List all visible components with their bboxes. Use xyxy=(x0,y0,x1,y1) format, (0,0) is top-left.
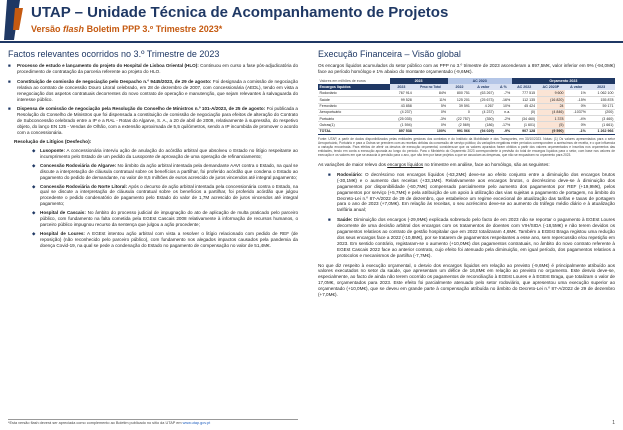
right-column xyxy=(318,63,615,298)
variations-list xyxy=(328,172,615,259)
fact-item-lead: Constituição de comissão de negociação pelo Despacho n.º 9445/2023, de 29 de agosto: xyxy=(17,78,212,84)
table-cell: 9 600 xyxy=(537,90,565,96)
litigio-item-text xyxy=(40,148,298,160)
table-cell: 1% xyxy=(565,90,587,96)
bullet-icon: ◆ xyxy=(32,230,36,236)
fact-item-text xyxy=(17,106,298,136)
table-cell: -2% xyxy=(495,116,512,122)
table-cell: -7% xyxy=(495,90,512,96)
fact-item-lead: Processo de estudo e lançamento do projeto do Hospital de Lisboa Oriental (HLO): xyxy=(17,63,199,68)
table-unit-label: Valores em milhões de euros xyxy=(319,78,366,83)
litigio-item-lead: Hospital de Loures: xyxy=(40,230,85,236)
fact-item xyxy=(8,106,298,136)
table-cell: (25 673) xyxy=(471,97,495,103)
table-cell: (0) xyxy=(512,109,537,115)
fact-item-body: Foi publicada a Resolução do Conselho de Ministros que foi dispensada a constituição de comissão de negociação para efeitos de alteração do Contrato de Subconcessão celebrado entre a IP e a RAL - Rotas do Algarve, S. A., a 20 de abril de 2009, relativamente à supressão, do respetivo objeto, do lanço EN 125 - Vendas de Olhão, com a extensão aproximada de 5,5 quilómetros, sendo a IP incumbida de promover o acordo com a concessionária. xyxy=(17,106,298,136)
left-column xyxy=(8,63,298,252)
table-col-delta-pct: Δ % xyxy=(495,84,512,90)
table-cell: 99 528 xyxy=(390,97,414,103)
table-cell: Rodoviário xyxy=(318,90,390,96)
table-row xyxy=(318,128,615,134)
table-cell: -16% xyxy=(495,97,512,103)
table-cell: (350) xyxy=(471,116,495,122)
table-cell: -1% xyxy=(565,128,587,134)
table-cell: 777 515 xyxy=(512,90,537,96)
variation-item-text xyxy=(337,217,615,258)
table-cell: (1 594) xyxy=(390,122,414,128)
table-cell: (200) xyxy=(587,109,615,115)
table-cell: -3% xyxy=(413,116,447,122)
table-cell: 112 135 xyxy=(512,97,537,103)
litigio-item xyxy=(32,184,298,208)
budget-closing: No que diz respeito à execução orçamental, o desvio dos encargos líquidos em relação ao previsto (-9,6M€) é principalmente atribuído aos valores executados no setor da saúde, que apresentam um défice de 16,8M€ em relação ao previsto no orçamento. Este desvio deve-se, especialmente, ao facto de ainda não terem ocorrido os pagamentos de reconciliação à EGEst Loures e à EGEst Braga, que totalizam o valor de 17,0M€, orçamentados para 2023. Este efeito foi parcialmente atenuado pelo setor rodoviário, que apresentou uma execução superior ao orçamentado (+10,0M€), que se deveu em grande parte à compensação atribuída no âmbito do Decreto-Lei n.º 87-A/2022 de 29 de dezembro (+7,0M€). xyxy=(318,262,615,298)
table-cell: 10% xyxy=(495,103,512,109)
table-cell: Portuário xyxy=(318,116,390,122)
table-cell: -4% xyxy=(565,116,587,122)
table-col-2022: 2022 xyxy=(448,84,472,90)
table-cell: (4 237) xyxy=(390,109,414,115)
table-cell: 991 566 xyxy=(448,128,472,134)
table-cell: 59 171 xyxy=(587,103,615,109)
table-col-delta-valor: Δ valor xyxy=(471,84,495,90)
table-cell: -9% xyxy=(495,128,512,134)
litigio-item-body: No âmbito da ação arbitral intentada pela demandante AAVI contra o Estado, na qual se discute a interpretação de cláusula contratual sobre os benefícios a partilhar, foi proferido acórdão que condena o Estado ao pagamento do pedido de demandante, no valor de 8,5 milhões de euros acrescido de juros vincendos até integral pagamento; xyxy=(40,162,299,180)
litigio-item xyxy=(32,148,298,160)
table-cell: -15% xyxy=(565,97,587,103)
table-cell: 0% xyxy=(565,122,587,128)
table-cell: 84% xyxy=(413,90,447,96)
variation-item-body: O decréscimo nos encargos líquidos (-63,2M€) deve-se ao efeito conjunto entre a diminuição dos encargos brutos (-30,1M€) e o aumento das receitas (+33,1M€). Relativamente aos encargos brutos, o decréscimo deve-se à diminuição dos pagamentos por disponibilidade (-60,7M€) compensado parcialmente pelo aumento dos pagamentos por REF (+19,9M€), pelos pagamentos por serviço (+5,7M€) e pela atribuição de um apoio à utilização das vias sujeitas a pagamento de portagem, no âmbito do Decreto-Lei n.º 87-A/2022 de 29 de dezembro, que estabelece um regime excecional de atualização das tarifas e taxas de portagem para o ano de 2023 (+7,0M€). Em relação às receitas, o seu acréscimo deve-se ao aumento do tráfego médio diário e à atualização tarifária anual; xyxy=(337,171,615,213)
footer-note: *Esta versão flash deverá ser apreciada como complemento ao Boletim publicado no sítio da UTAP em www.utap.gov.pt xyxy=(8,421,211,425)
variation-item-text xyxy=(337,172,615,213)
table-cell: 0 xyxy=(448,109,472,115)
litigio-item-text xyxy=(40,184,298,208)
table-cell: 43 858 xyxy=(390,103,414,109)
table-cell: 1 062 100 xyxy=(587,90,615,96)
table-cell: Outras(1) xyxy=(318,122,390,128)
page-title: UTAP – Unidade Técnica de Acompanhamento de Projetos xyxy=(31,4,449,21)
table-cell: 11% xyxy=(413,97,447,103)
variation-item-lead: Saúde: xyxy=(337,217,353,223)
litigio-item-body: No âmbito do processo judicial de impugnação do ato de aplicação de multa praticado pelo parceiro público, com fundamento na falta cometida pela EGEst Cascais 2008 relativamente à informação de recursos humanos, o parceiro público impugnou recurso da sentença que julgou a ação procedente; xyxy=(40,210,298,227)
table-cell: (186) xyxy=(471,122,495,128)
bullet-icon: ■ xyxy=(8,78,11,84)
table-cell: -1037% xyxy=(565,109,587,115)
table-col-ac2022: AC 2022 xyxy=(512,84,537,90)
table-cell: 800 751 xyxy=(448,90,472,96)
litigio-item-lead: Concessão Rodoviária do Norte Litoral: xyxy=(40,183,128,189)
table-cell: (34 460) xyxy=(512,116,537,122)
footer-divider xyxy=(8,419,298,420)
left-section-title: Factos relevantes ocorridos no 3.º Trimestre de 2023 xyxy=(8,49,220,59)
table-cell: 897 538 xyxy=(390,128,414,134)
table-cell: 0% xyxy=(565,103,587,109)
table-cell: 0% xyxy=(413,109,447,115)
table-cell: (16 820) xyxy=(537,97,565,103)
table-cell: (25 035) xyxy=(390,116,414,122)
table-cell: -17% xyxy=(495,122,512,128)
financial-table xyxy=(318,78,615,135)
table-cell: (4 237) xyxy=(471,109,495,115)
fact-item-body: Continuou em curso a fase pós-adjudicatória do procedimento de contratação da parceria referente ao projeto do HLO. xyxy=(17,63,298,74)
litigio-item-text xyxy=(40,163,298,181)
litigio-item-body: A EGEst intentou ação arbitral com vista a resolver o litígio relacionado com pedido de REF (de reposição) (não reconhecido pelo parceiro público), com fundamento nos alegados impactos causados pela pandemia da doença Covid-19, na qual se pede a condenação do Estado no pagamento de compensação no valor de 51,4M€. xyxy=(40,230,298,248)
table-cell: 5% xyxy=(413,103,447,109)
table-cell: (4 846) xyxy=(537,109,565,115)
table-cell: 155 878 xyxy=(587,97,615,103)
table-cell: (1 601) xyxy=(512,122,537,128)
fact-item-text xyxy=(17,79,298,103)
litigio-item-lead: Hospital de Cascais: xyxy=(40,210,86,216)
table-cell: (22 757) xyxy=(448,116,472,122)
fact-item-lead: Dispensa de comissão de negociação pela Resolução do Conselho de Ministros n.º 101-A/2023, de 25 de agosto: xyxy=(17,106,266,112)
table-cell: 4 267 xyxy=(471,103,495,109)
bullet-icon: ◆ xyxy=(32,162,36,168)
bullet-icon: ■ xyxy=(328,171,331,177)
fact-item-body: Foi designada a comissão de negociação relativa ao contrato de concessão Douro Litoral celebrado, em 28 de dezembro de 2007, com concessionária (AEDL), tendo em vista a renegociação dos aspetos contratuais decorrentes do novo contrato de operação e manutenção, que sejam relevantes à salvaguarda do interesse público. xyxy=(17,78,298,102)
table-col-orc-delta-valor: Δ valor xyxy=(565,84,587,90)
table-cell: (3 460) xyxy=(587,116,615,122)
bullet-icon: ■ xyxy=(8,63,11,68)
table-cell: 39 591 xyxy=(448,103,472,109)
table-cell: 1 262 966 xyxy=(587,128,615,134)
page-subtitle: Versão flash Boletim PPP 3.º Trimestre 2023* xyxy=(31,24,223,34)
table-cell: Ferroviário xyxy=(318,103,390,109)
litigios-heading: Resolução de Litígios (Desfecho): xyxy=(14,139,92,145)
bullet-icon: ■ xyxy=(8,106,11,112)
facts-list xyxy=(8,63,298,136)
bullet-icon: ■ xyxy=(328,217,331,223)
utap-logo-icon xyxy=(4,0,23,40)
table-cell: (5) xyxy=(537,122,565,128)
variation-item-lead: Rodoviário: xyxy=(337,171,363,177)
litigio-item xyxy=(32,163,298,181)
variations-intro: As variações de maior relevo dos encargos líquidos no trimestre em análise, face ao homólogo, são as seguintes: xyxy=(318,161,550,167)
page-number: 1 xyxy=(612,420,615,426)
litigio-item-body: A concessionária interviu ação de anulação do acórdão arbitral que absolveu o Estado no litígio respeitante ao incumprimento pelo Estado de um pedido da Lusoponte de aprovação de uma operação de refinanciamento; xyxy=(40,147,298,159)
table-cell: 100% xyxy=(413,128,447,134)
table-cell: TOTAL xyxy=(318,128,390,134)
table-cell: (9 590) xyxy=(537,128,565,134)
table-cell: 45 424 xyxy=(512,103,537,109)
table-cell: 0% xyxy=(413,122,447,128)
variation-item-body: Diminuição dos encargos (-29,9M€) explicada sobretudo pelo facto de em 2023 não se reportar o pagamento à EGEst Loures decorrente de uma decisão arbitral dos encargos com os tratamentos de doentes com VIH/SIDA (-18,5M€) e não terem devidos os pagamentos relativos ao contrato de gestão hospitalar que em 2022 totalizaram 4,6M€. Também a EGEst Braga registou uma redução dos seus encargos face a 2022 (-10,8M€), por se tratarem de pagamentos respeitantes a esse ano, sem repercussão e/ou repetição em 2023. Em sentido contrário, registaram-se o aumento (+10,0M€) dos pagamentos contratuais, no âmbito do novo contrato referente à EGEst Cascais 2022 face ao anterior contrato, cujo efeito foi atenuado pela diminuição, em igual período, dos pagamentos relativos a protocolos e mecanismos de partilha (-7,7M€). xyxy=(337,217,615,258)
table-cell: 907 128 xyxy=(512,128,537,134)
variation-item xyxy=(328,217,615,258)
fact-item xyxy=(8,79,298,103)
table-cell: Saúde xyxy=(318,97,390,103)
fact-item xyxy=(8,63,298,75)
table-col-orc-total: 2023 xyxy=(587,84,615,90)
table-cell: (94 029) xyxy=(471,128,495,134)
litigio-item-text xyxy=(40,231,298,249)
table-cell: (1 661) xyxy=(587,122,615,128)
table-cell: 1 378 xyxy=(537,116,565,122)
table-col-ac2023p: AC 2023P xyxy=(537,84,565,90)
table-col-peso: Peso no Total xyxy=(413,84,447,90)
variation-item xyxy=(328,172,615,213)
table-header-ac2023: AC 2023 xyxy=(448,78,512,84)
table-cell: (63 267) xyxy=(471,90,495,96)
table-col-2023: 2023 xyxy=(390,84,414,90)
header-divider xyxy=(0,41,623,43)
litigio-item-lead: Lusoponte: xyxy=(40,147,66,153)
table-cell: Aeroportuário xyxy=(318,109,390,115)
bullet-icon: ◆ xyxy=(32,210,36,216)
table-cell: (2 569) xyxy=(448,122,472,128)
table-header-encargos: Encargos líquidos xyxy=(318,84,390,90)
right-section-title: Execução Financeira – Visão global xyxy=(318,49,461,59)
table-cell: 767 914 xyxy=(390,90,414,96)
litigios-list xyxy=(32,148,298,249)
litigio-item-body: Após o decurso de ação arbitral intentada pela concessionária contra o Estado, na qual se discute a interpretação de cláusula contratual sobre os benefícios a partilhar, foi proferido acórdão que julgou procedente o pedido condenatório de pagamento pelo Estado do valor de 1,7M acrescido de juros vincendos até integral pagamento; xyxy=(40,183,299,207)
litigio-item-text xyxy=(40,210,298,228)
table-header-2023: 2023 xyxy=(390,78,448,84)
fact-item-text xyxy=(17,63,298,75)
litigio-item xyxy=(32,210,298,228)
bullet-icon: ◆ xyxy=(32,183,36,189)
utap-website-link[interactable]: www.utap.gov.pt xyxy=(182,421,211,425)
litigio-item-lead: Concessão Rodoviária do Algarve: xyxy=(40,162,117,168)
header xyxy=(0,0,623,42)
table-cell: 24 xyxy=(537,103,565,109)
bullet-icon: ◆ xyxy=(32,147,36,153)
table-cell: n.a. xyxy=(495,109,512,115)
litigio-item xyxy=(32,231,298,249)
financial-intro: Os encargos líquidos acumulados do setor público com as PPP no 3.º trimestre de 2023 ascenderam a 897,5M€, valor inferior em 9% (-94,0M€) face ao período homólogo e 1% abaixo do montante orçamentado (-9,6M€). xyxy=(318,63,615,74)
table-notes: Fonte: UTAP, a partir de dados disponibilizados pelas entidades gestoras dos contratos e do Instituto da Mobilidade e dos Transportes, em 30/10/2023. Notas: (1) Os valores apresentados para o setor Aeroportuário, Portuário e para a Outras se prendem com as receitas obtidas da concessão de serviço público; As variações negativas entre períodos correspondem a acréscimos de receita, e o que influencia a variação encontrada. Para efeitos de aferir os desvios de execução orçamental, considera-se que os valores apurados foram obtidos a partir dos valores orçamentados e inscritos nos orçamentos das entidades, tendo em conta a execução apurada ao longo do período. Para o Ministério do Orçamento 2023 correspondente à previsão do total de encargos líquidos para o setor, com base nos valores de execução e os valores em que se associa à previsão para o ano, que não tem por base projetos a que se associam as despesas, que não se enquadram no orçamento para 2023. xyxy=(318,136,615,157)
table-cell: 125 201 xyxy=(448,97,472,103)
table-header-orcamento: Orçamento 2023 xyxy=(512,78,615,84)
